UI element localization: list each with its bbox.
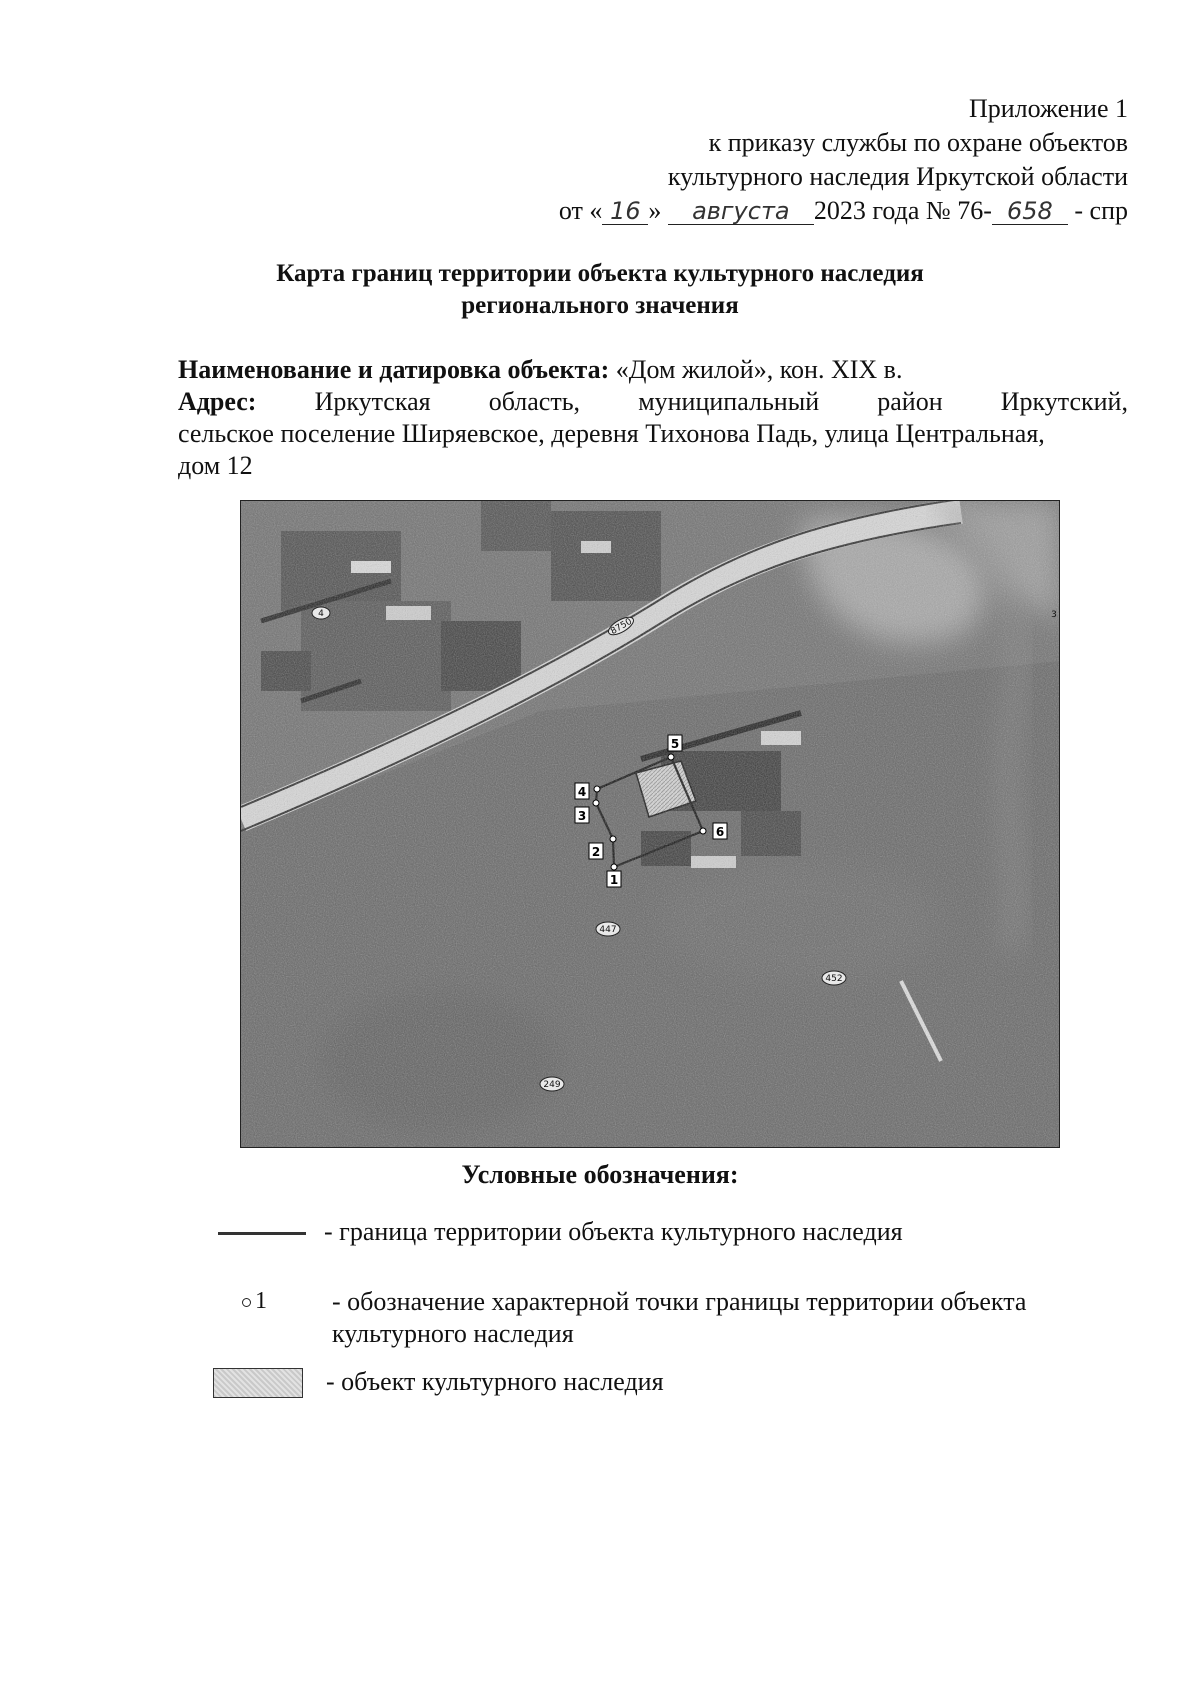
legend-point-number: 1 xyxy=(255,1288,267,1314)
address-line-1 xyxy=(178,386,1128,418)
handwritten-order-number: 658 xyxy=(992,198,1068,225)
parcel-label-4 xyxy=(312,607,330,619)
legend-boundary-text: - граница территории объекта культурного наследия xyxy=(324,1217,903,1246)
address-word: муниципальный xyxy=(638,387,820,416)
parcel-label-452 xyxy=(822,971,846,985)
legend-heritage-symbol xyxy=(213,1368,303,1398)
order-year-text: 2023 года № 76- xyxy=(813,196,992,225)
svg-text:4: 4 xyxy=(577,785,587,799)
appendix-line-1: Приложение 1 xyxy=(968,94,1128,123)
svg-text:8750: 8750 xyxy=(609,616,634,637)
page-title xyxy=(0,258,1200,322)
order-date-quote: » xyxy=(648,196,662,225)
address-word: Иркутский, xyxy=(1000,387,1128,416)
handwritten-month: августа xyxy=(668,198,814,225)
legend-point-line-1: - обозначение характерной точки границы территории объекта xyxy=(332,1287,1027,1316)
satellite-map xyxy=(240,500,1060,1148)
object-name-value: «Дом жилой», кон. XIX в. xyxy=(615,355,903,384)
object-name-line xyxy=(178,354,1128,386)
parcel-label-447 xyxy=(596,922,620,936)
appendix-line-3: культурного наследия Иркутской области xyxy=(667,162,1128,191)
svg-text:6: 6 xyxy=(715,825,725,839)
object-name-label: Наименование и датировка объекта: xyxy=(178,355,610,384)
object-info xyxy=(178,354,1128,482)
svg-text:3: 3 xyxy=(577,809,587,823)
order-date-line xyxy=(559,194,1128,228)
address-line-2: сельское поселение Ширяевское, деревня Тихонова Падь, улица Центральная, xyxy=(178,419,1045,448)
legend-heritage-text: - объект культурного наследия xyxy=(326,1367,664,1396)
address-word: Иркутская xyxy=(314,387,431,416)
svg-text:452: 452 xyxy=(825,974,843,984)
legend-point-text xyxy=(332,1286,1026,1350)
title-line-2: регионального значения xyxy=(461,292,739,319)
appendix-header xyxy=(559,92,1128,228)
parcel-label-249 xyxy=(540,1077,564,1091)
svg-text:447: 447 xyxy=(599,925,617,935)
handwritten-day: 16 xyxy=(602,198,648,225)
address-line-3: дом 12 xyxy=(178,451,253,480)
appendix-line-2: к приказу службы по охране объектов xyxy=(708,128,1128,157)
address-word: район xyxy=(877,387,943,416)
svg-text:249: 249 xyxy=(543,1080,561,1090)
address-label: Адрес: xyxy=(178,387,257,416)
photo-grain xyxy=(241,501,1060,1148)
svg-text:1: 1 xyxy=(609,873,619,887)
svg-text:4: 4 xyxy=(318,609,324,619)
svg-text:3: 3 xyxy=(1051,610,1057,620)
title-line-1: Карта границ территории объекта культурного наследия xyxy=(276,260,924,287)
legend-point-symbol xyxy=(242,1288,267,1315)
order-suffix: - спр xyxy=(1074,196,1128,225)
legend-point-line-2: культурного наследия xyxy=(332,1319,574,1348)
legend-title: Условные обозначения: xyxy=(461,1160,739,1189)
svg-text:2: 2 xyxy=(591,845,601,859)
point-ring-icon xyxy=(242,1298,251,1307)
legend-boundary-symbol xyxy=(218,1232,306,1235)
address-word: область, xyxy=(488,387,581,416)
parcel-label-3 xyxy=(1051,610,1057,620)
svg-text:5: 5 xyxy=(670,737,680,751)
order-date-prefix: от « xyxy=(558,196,603,225)
